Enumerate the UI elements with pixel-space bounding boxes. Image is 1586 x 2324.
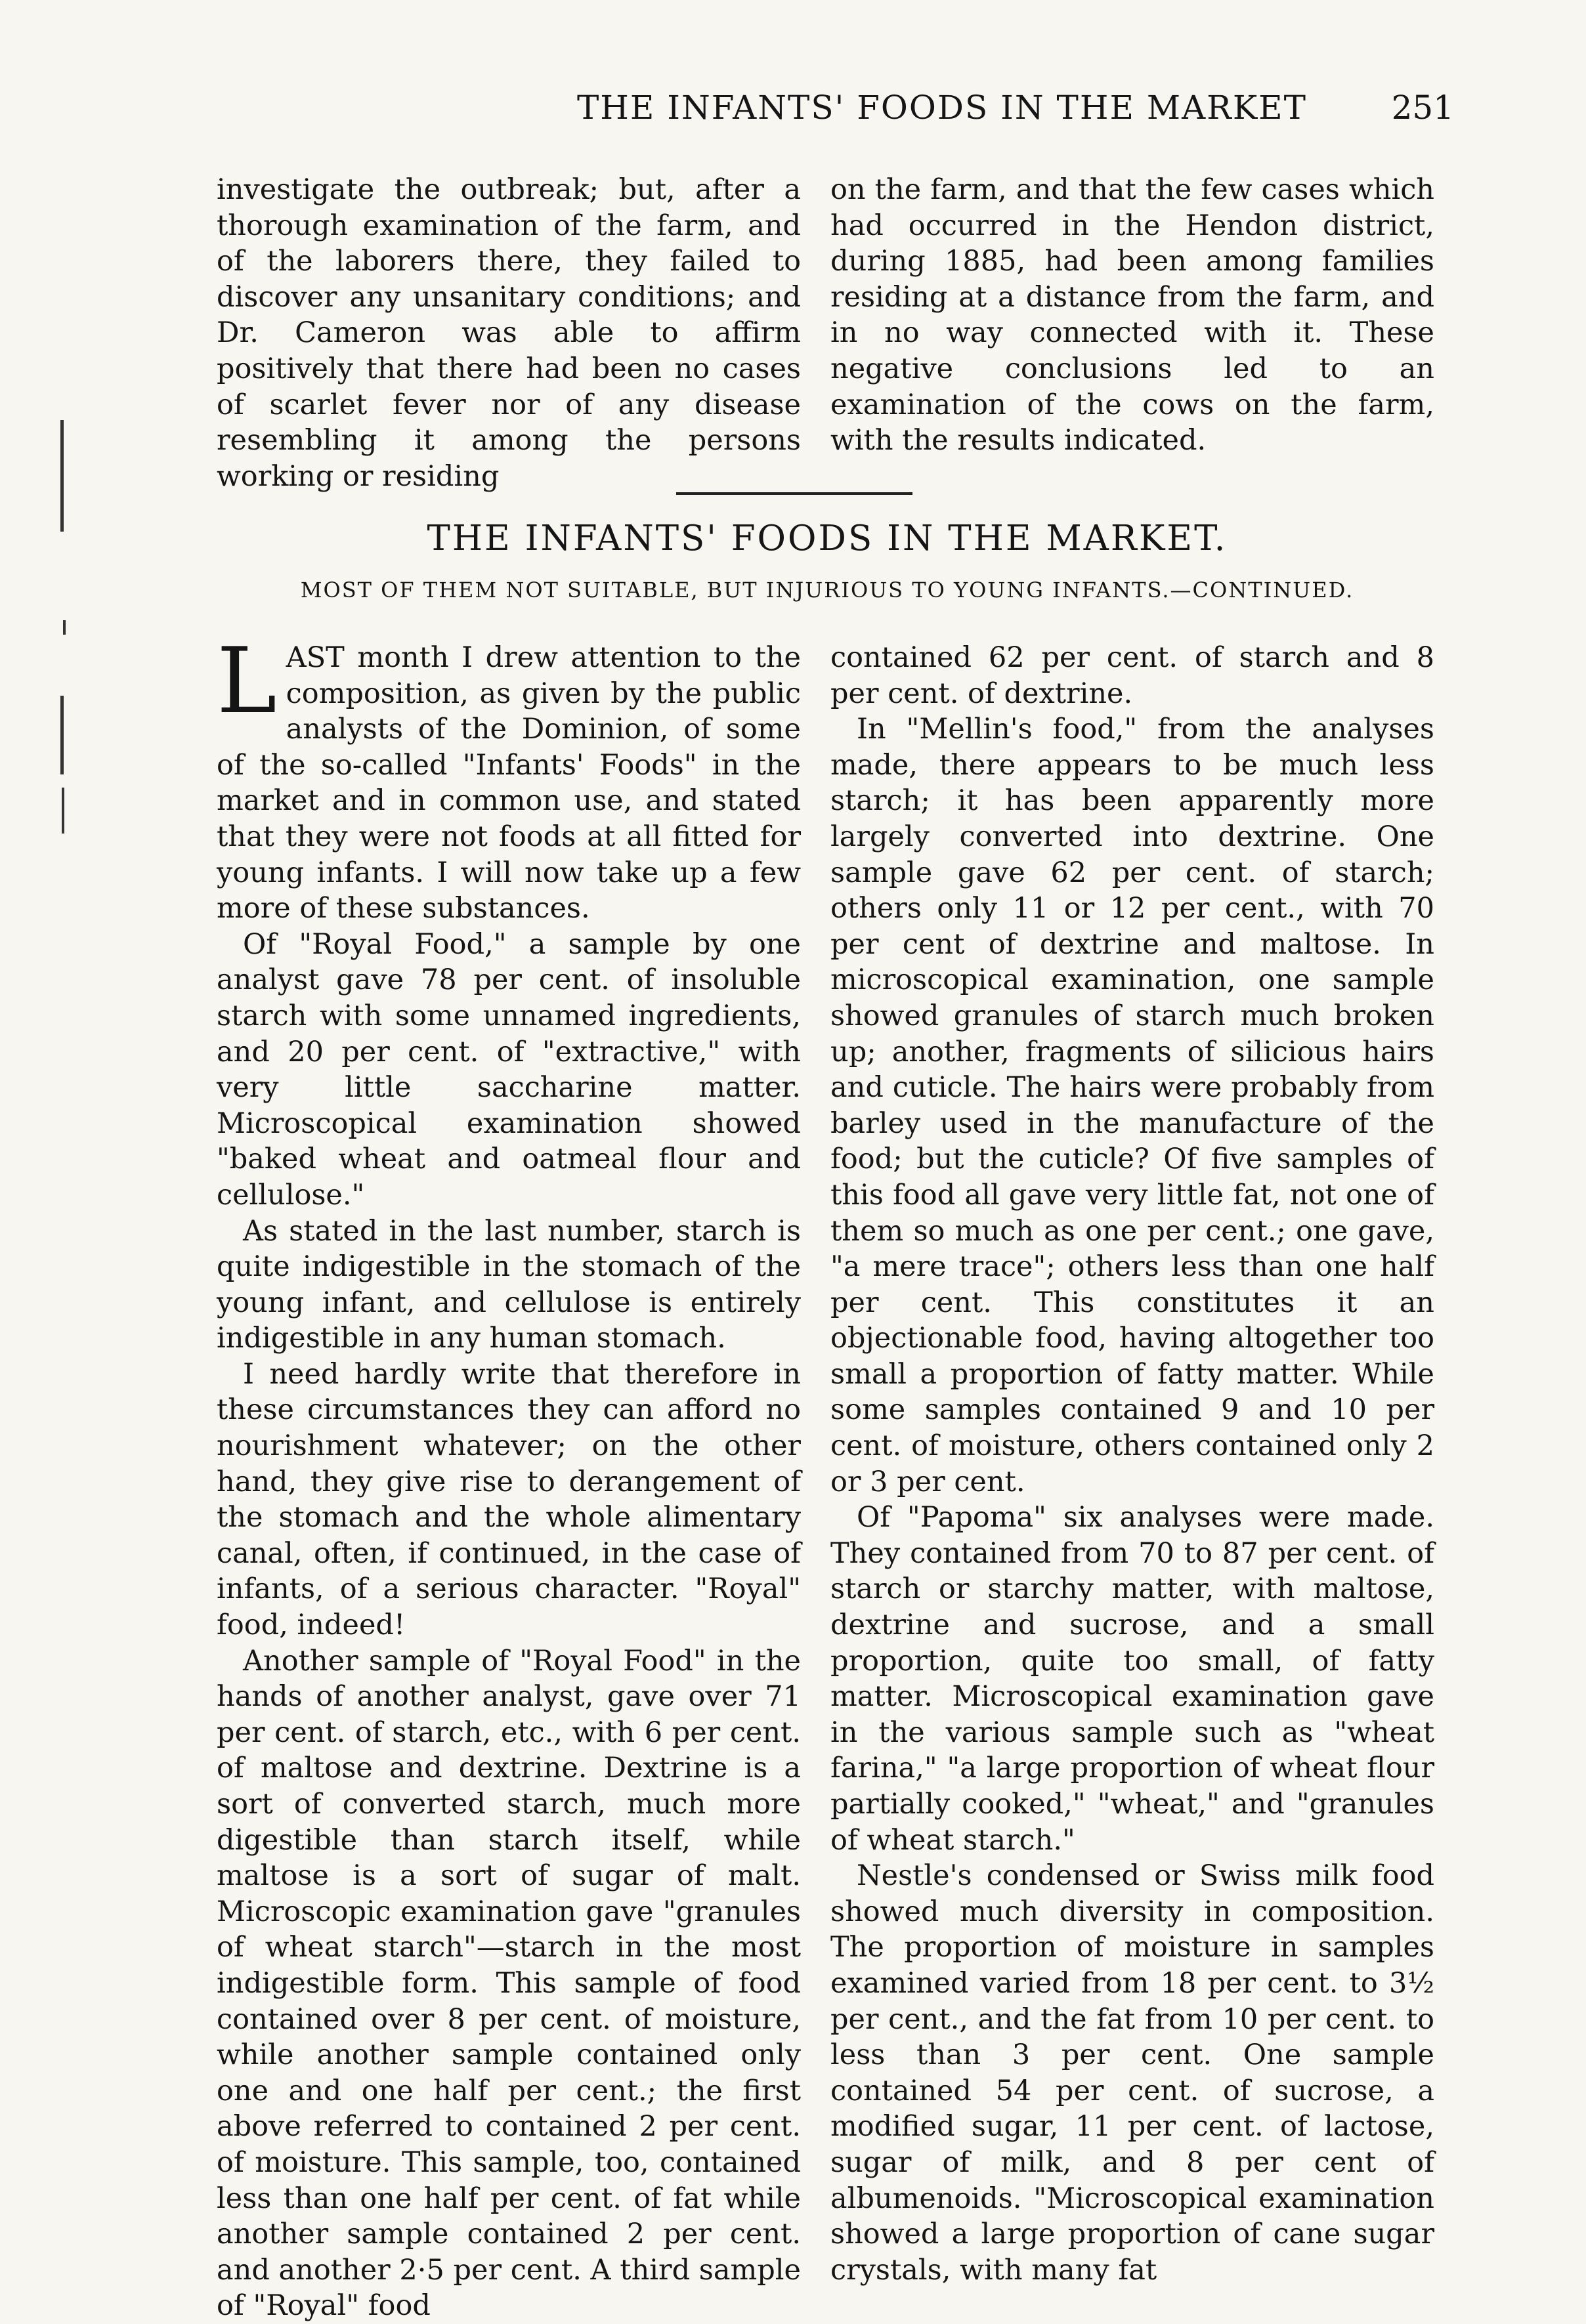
- article-left-column: [217, 628, 801, 2324]
- section-divider: [676, 492, 912, 495]
- article-paragraph-text: AST month I drew attention to the composition, as given by the public analysts of the Dominion, of some of the so-called "Infants' Foods" in the market and in common use, and stated that they were not foods at all fitted for young infants. I will now take up a few more of these substances.: [217, 641, 801, 925]
- drop-cap: L: [217, 628, 277, 734]
- article-paragraph: contained 62 per cent. of starch and 8 per cent. of dextrine.: [830, 641, 1434, 710]
- page-number: 251: [1391, 89, 1454, 127]
- article-paragraph: Another sample of "Royal Food" in the hands of another analyst, gave over 71 per cent. of starch, etc., with 6 per cent. of maltose and dextrine. Dextrine is a sort of converted starch, much more digestible than starch itself, while maltose is a sort of sugar of malt. Microscopic examination gave "granules of wheat starch"—starch in the most indigestible form. This sample of food contained over 8 per cent. of moisture, while another sample contained only one and one half per cent.; the first above referred to contained 2 per cent. of moisture. This sample, too, contained less than one half per cent. of fat while another sample contained 2 per cent. and another 2·5 per cent. A third sample of "Royal" food: [217, 1644, 801, 2323]
- scan-artifact: [60, 420, 64, 532]
- article-paragraph: In "Mellin's food," from the analyses made, there appears to be much less starch; it has been apparently more largely converted into dextrine. One sample gave 62 per cent. of starch; others only 11 or 12 per cent., with 70 per cent of dextrine and maltose. In microscopical examination, one sample showed granules of starch much broken up; another, fragments of silicious hairs and cuticle. The hairs were probably from barley used in the manufacture of the food; but the cuticle? Of five samples of this food all gave very little fat, not one of them so much as one per cent.; one gave, "a mere trace"; others less than one half per cent. This constitutes it an objectionable food, having altogether too small a proportion of fatty matter. While some samples contained 9 and 10 per cent. of moisture, others contained only 2 or 3 per cent.: [830, 713, 1434, 1498]
- article-paragraph: Nestle's condensed or Swiss milk food showed much diversity in composition. The proportion of moisture in samples examined varied from 18 per cent. to 3½ per cent., and the fat from 10 per cent. to less than 3 per cent. One sample contained 54 per cent. of sucrose, a modified sugar, 11 per cent. of lactose, sugar of milk, and 8 per cent of albumenoids. "Microscopical examination showed a large proportion of cane sugar crystals, with many fat: [830, 1859, 1434, 2287]
- article-right-column: [830, 640, 1434, 2288]
- article-paragraph: Of "Papoma" six analyses were made. They contained from 70 to 87 per cent. of starch or starchy matter, with maltose, dextrine and sucrose, and a small proportion, quite too small, of fatty matter. Microscopical examination gave in the various sample such as "wheat farina," "a large proportion of wheat flour partially cooked," "wheat," and "granules of wheat starch.": [830, 1501, 1434, 1857]
- article-paragraph: Of "Royal Food," a sample by one analyst gave 78 per cent. of insoluble starch with some unnamed ingredients, and 20 per cent. of "extractive," with very little saccharine matter. Microscopical examination showed "baked wheat and oatmeal flour and cellulose.": [217, 927, 801, 1212]
- previous-article-left-column: [217, 172, 801, 494]
- scan-artifact: [63, 620, 66, 635]
- previous-article-right-text: on the farm, and that the few cases which had occurred in the Hendon district, during 1885, had been among families residing at a distance from the farm, and in no way connected with it. These negative conclusions led to an examination of the cows on the farm, with the results indicated.: [830, 173, 1434, 457]
- article-title: THE INFANTS' FOODS IN THE MARKET.: [427, 518, 1228, 559]
- article-paragraph: I need hardly write that therefore in these circumstances they can afford no nourishment whatever; on the other hand, they give rise to derangement of the stomach and the whole alimentary canal, often, if continued, in the case of infants, of a serious character. "Royal" food, indeed!: [217, 1357, 801, 1642]
- article-subtitle: MOST OF THEM NOT SUITABLE, BUT INJURIOUS TO YOUNG INFANTS.—CONTINUED.: [300, 578, 1354, 602]
- running-head: THE INFANTS' FOODS IN THE MARKET: [576, 89, 1308, 127]
- previous-article-left-text: investigate the outbreak; but, after a thorough examination of the farm, and of the laborers there, they failed to discover any unsanitary conditions; and Dr. Cameron was able to affirm positively that there had been no cases of scarlet fever nor of any disease resembling it among the persons working or residing: [217, 173, 801, 493]
- article-paragraph: [217, 628, 801, 927]
- article-paragraph: As stated in the last number, starch is quite indigestible in the stomach of the young infant, and cellulose is entirely indigestible in any human stomach.: [217, 1214, 801, 1355]
- scan-artifact: [62, 788, 64, 834]
- previous-article-right-column: [830, 172, 1434, 459]
- scan-artifact: [60, 696, 64, 774]
